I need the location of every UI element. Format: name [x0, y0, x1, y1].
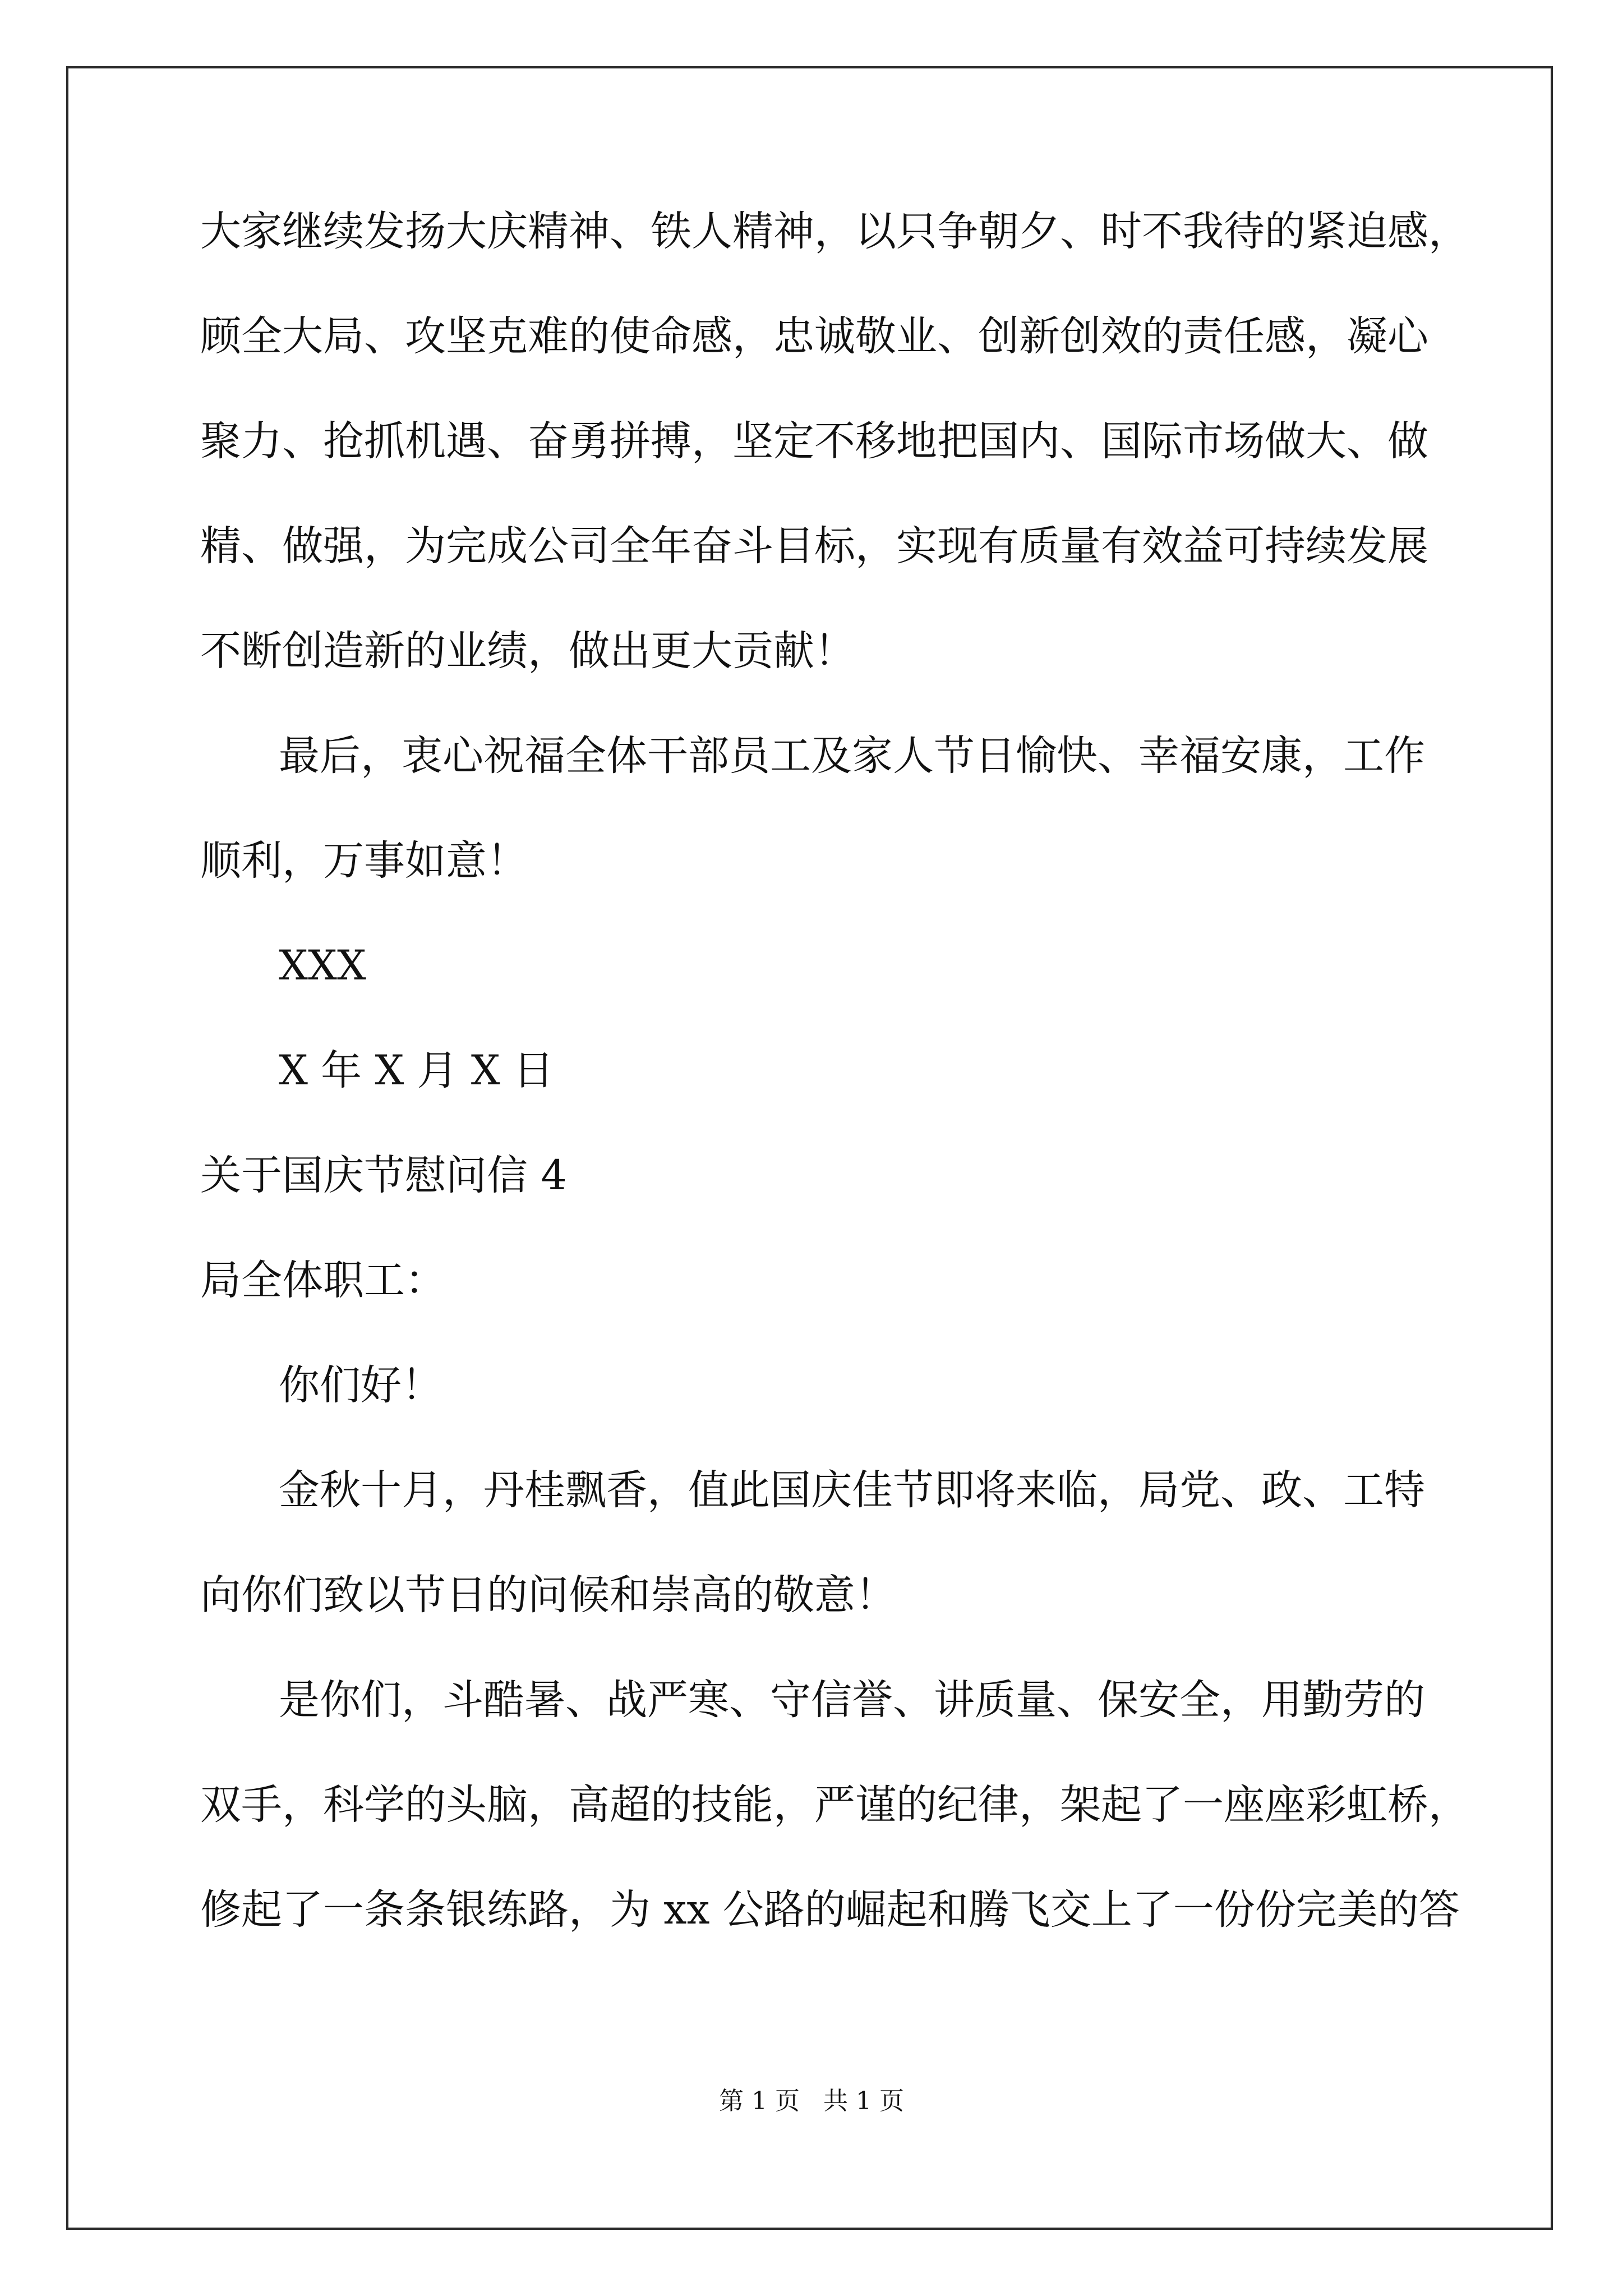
body-line-17: 修起了一条条银练路，为 xx 公路的崛起和腾飞交上了一份份完美的答 — [200, 1886, 1460, 1934]
body-line-7: 顺利，万事如意！ — [200, 837, 528, 885]
body-line-1: 大家继续发扬大庆精神、铁人精神，以只争朝夕、时不我待的紧迫感， — [200, 208, 1469, 255]
salutation: 局全体职工： — [200, 1257, 446, 1304]
body-line-4: 精、做强，为完成公司全年奋斗目标，实现有质量有效益可持续发展 — [200, 522, 1428, 570]
body-line-13: 金秋十月，丹桂飘香，值此国庆佳节即将来临，局党、政、工特 — [279, 1466, 1425, 1514]
body-line-14: 向你们致以节日的问候和崇高的敬意！ — [200, 1571, 896, 1619]
body-line-3: 聚力、抢抓机遇、奋勇拼搏，坚定不移地把国内、国际市场做大、做 — [200, 417, 1428, 465]
section-heading: 关于国庆节慰问信 4 — [200, 1152, 567, 1199]
page-footer: 第 1 页 共 1 页 — [719, 2087, 904, 2115]
body-line-16: 双手，科学的头脑，高超的技能，严谨的纪律，架起了一座座彩虹桥， — [200, 1781, 1469, 1829]
body-line-15: 是你们，斗酷暑、战严寒、守信誉、讲质量、保安全，用勤劳的 — [279, 1676, 1425, 1724]
body-line-6: 最后，衷心祝福全体干部员工及家人节日愉快、幸福安康，工作 — [279, 732, 1425, 780]
greeting: 你们好！ — [279, 1361, 442, 1409]
body-line-5: 不断创造新的业绩，做出更大贡献！ — [200, 627, 855, 675]
body-line-2: 顾全大局、攻坚克难的使命感，忠诚敬业、创新创效的责任感，凝心 — [200, 312, 1428, 360]
signature-date: X 年 X 月 X 日 — [279, 1047, 554, 1094]
signature-name: XXX — [279, 942, 366, 990]
